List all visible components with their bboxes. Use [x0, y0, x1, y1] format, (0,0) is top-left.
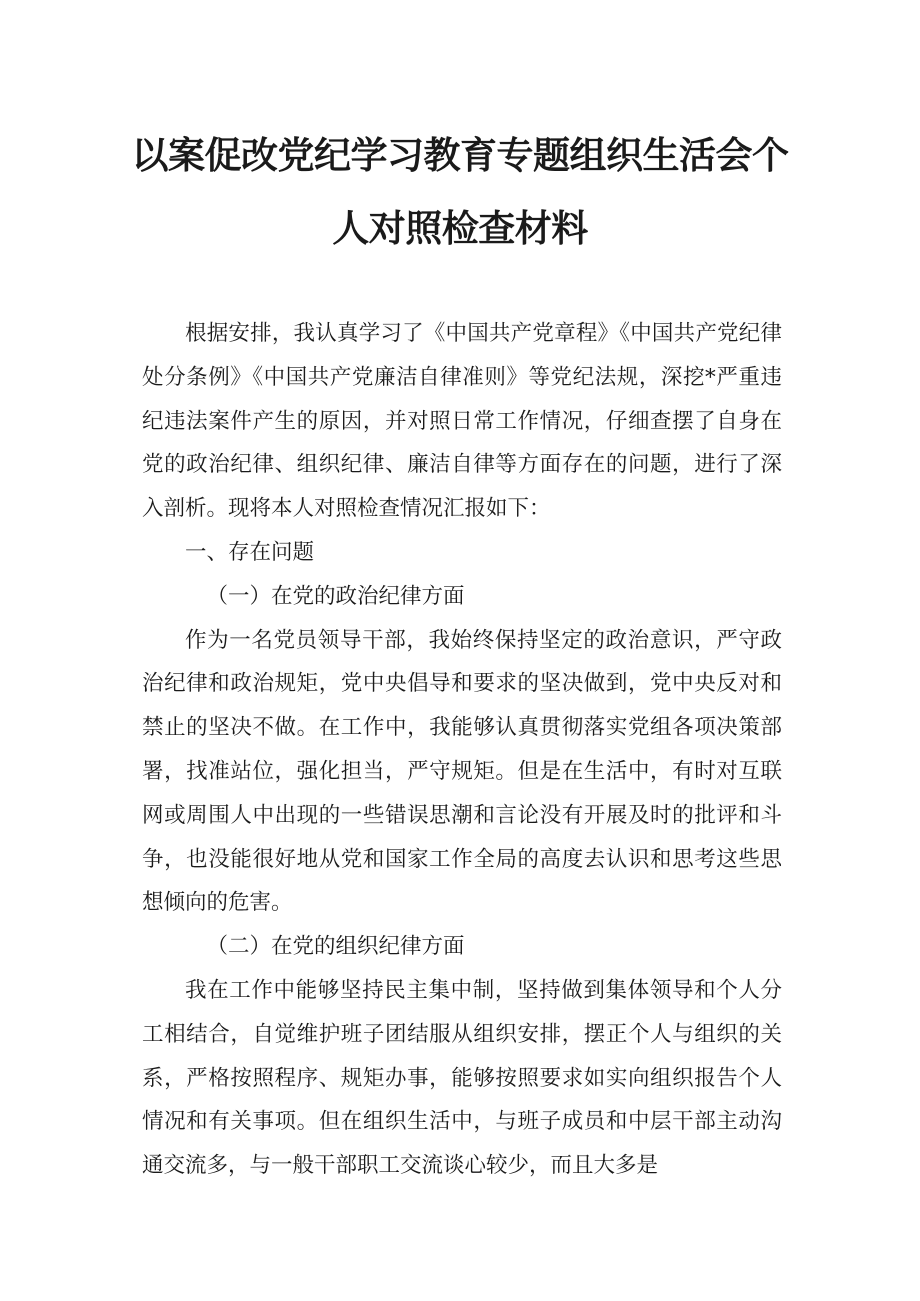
section-heading-problems: 一、存在问题 — [185, 539, 315, 565]
subsection-heading-organizational-discipline: （二）在党的组织纪律方面 — [206, 934, 465, 960]
subsection-heading-political-discipline: （一）在党的政治纪律方面 — [206, 583, 465, 609]
document-title-line-1: 以案促改党纪学习教育专题组织生活会个 — [131, 134, 789, 177]
document-title-line-2: 人对照检查材料 — [332, 207, 588, 250]
organizational-discipline-paragraph: 我在工作中能够坚持民主集中制，坚持做到集体领导和个人分工相结合，自觉维护班子团结服从组织安排，摆正个人与组织的关系，严格按照程序、规矩办事，能够按照要求如实向组织报告个人情况和有关事项。但在组织生活中，与班子成员和中层干部主动沟通交流多，与一般干部职工交流谈心较少，而且大多是 — [142, 977, 782, 1179]
intro-paragraph: 根据安排，我认真学习了《中国共产党章程》《中国共产党纪律处分条例》《中国共产党廉洁自律准则》等党纪法规，深挖*严重违纪违法案件产生的原因，并对照日常工作情况，仔细查摆了自身在党的政治纪律、组织纪律、廉洁自律等方面存在的问题，进行了深入剖析。现将本人对照检查情况汇报如下： — [142, 321, 782, 522]
document-body — [142, 312, 782, 1188]
political-discipline-paragraph: 作为一名党员领导干部，我始终保持坚定的政治意识，严守政治纪律和政治规矩，党中央倡导和要求的坚决做到，党中央反对和禁止的坚决不做。在工作中，我能够认真贯彻落实党组各项决策部署，找准站位，强化担当，严守规矩。但是在生活中，有时对互联网或周围人中出现的一些错误思潮和言论没有开展及时的批评和斗争，也没能很好地从党和国家工作全局的高度去认识和思考这些思想倾向的危害。 — [142, 627, 782, 916]
